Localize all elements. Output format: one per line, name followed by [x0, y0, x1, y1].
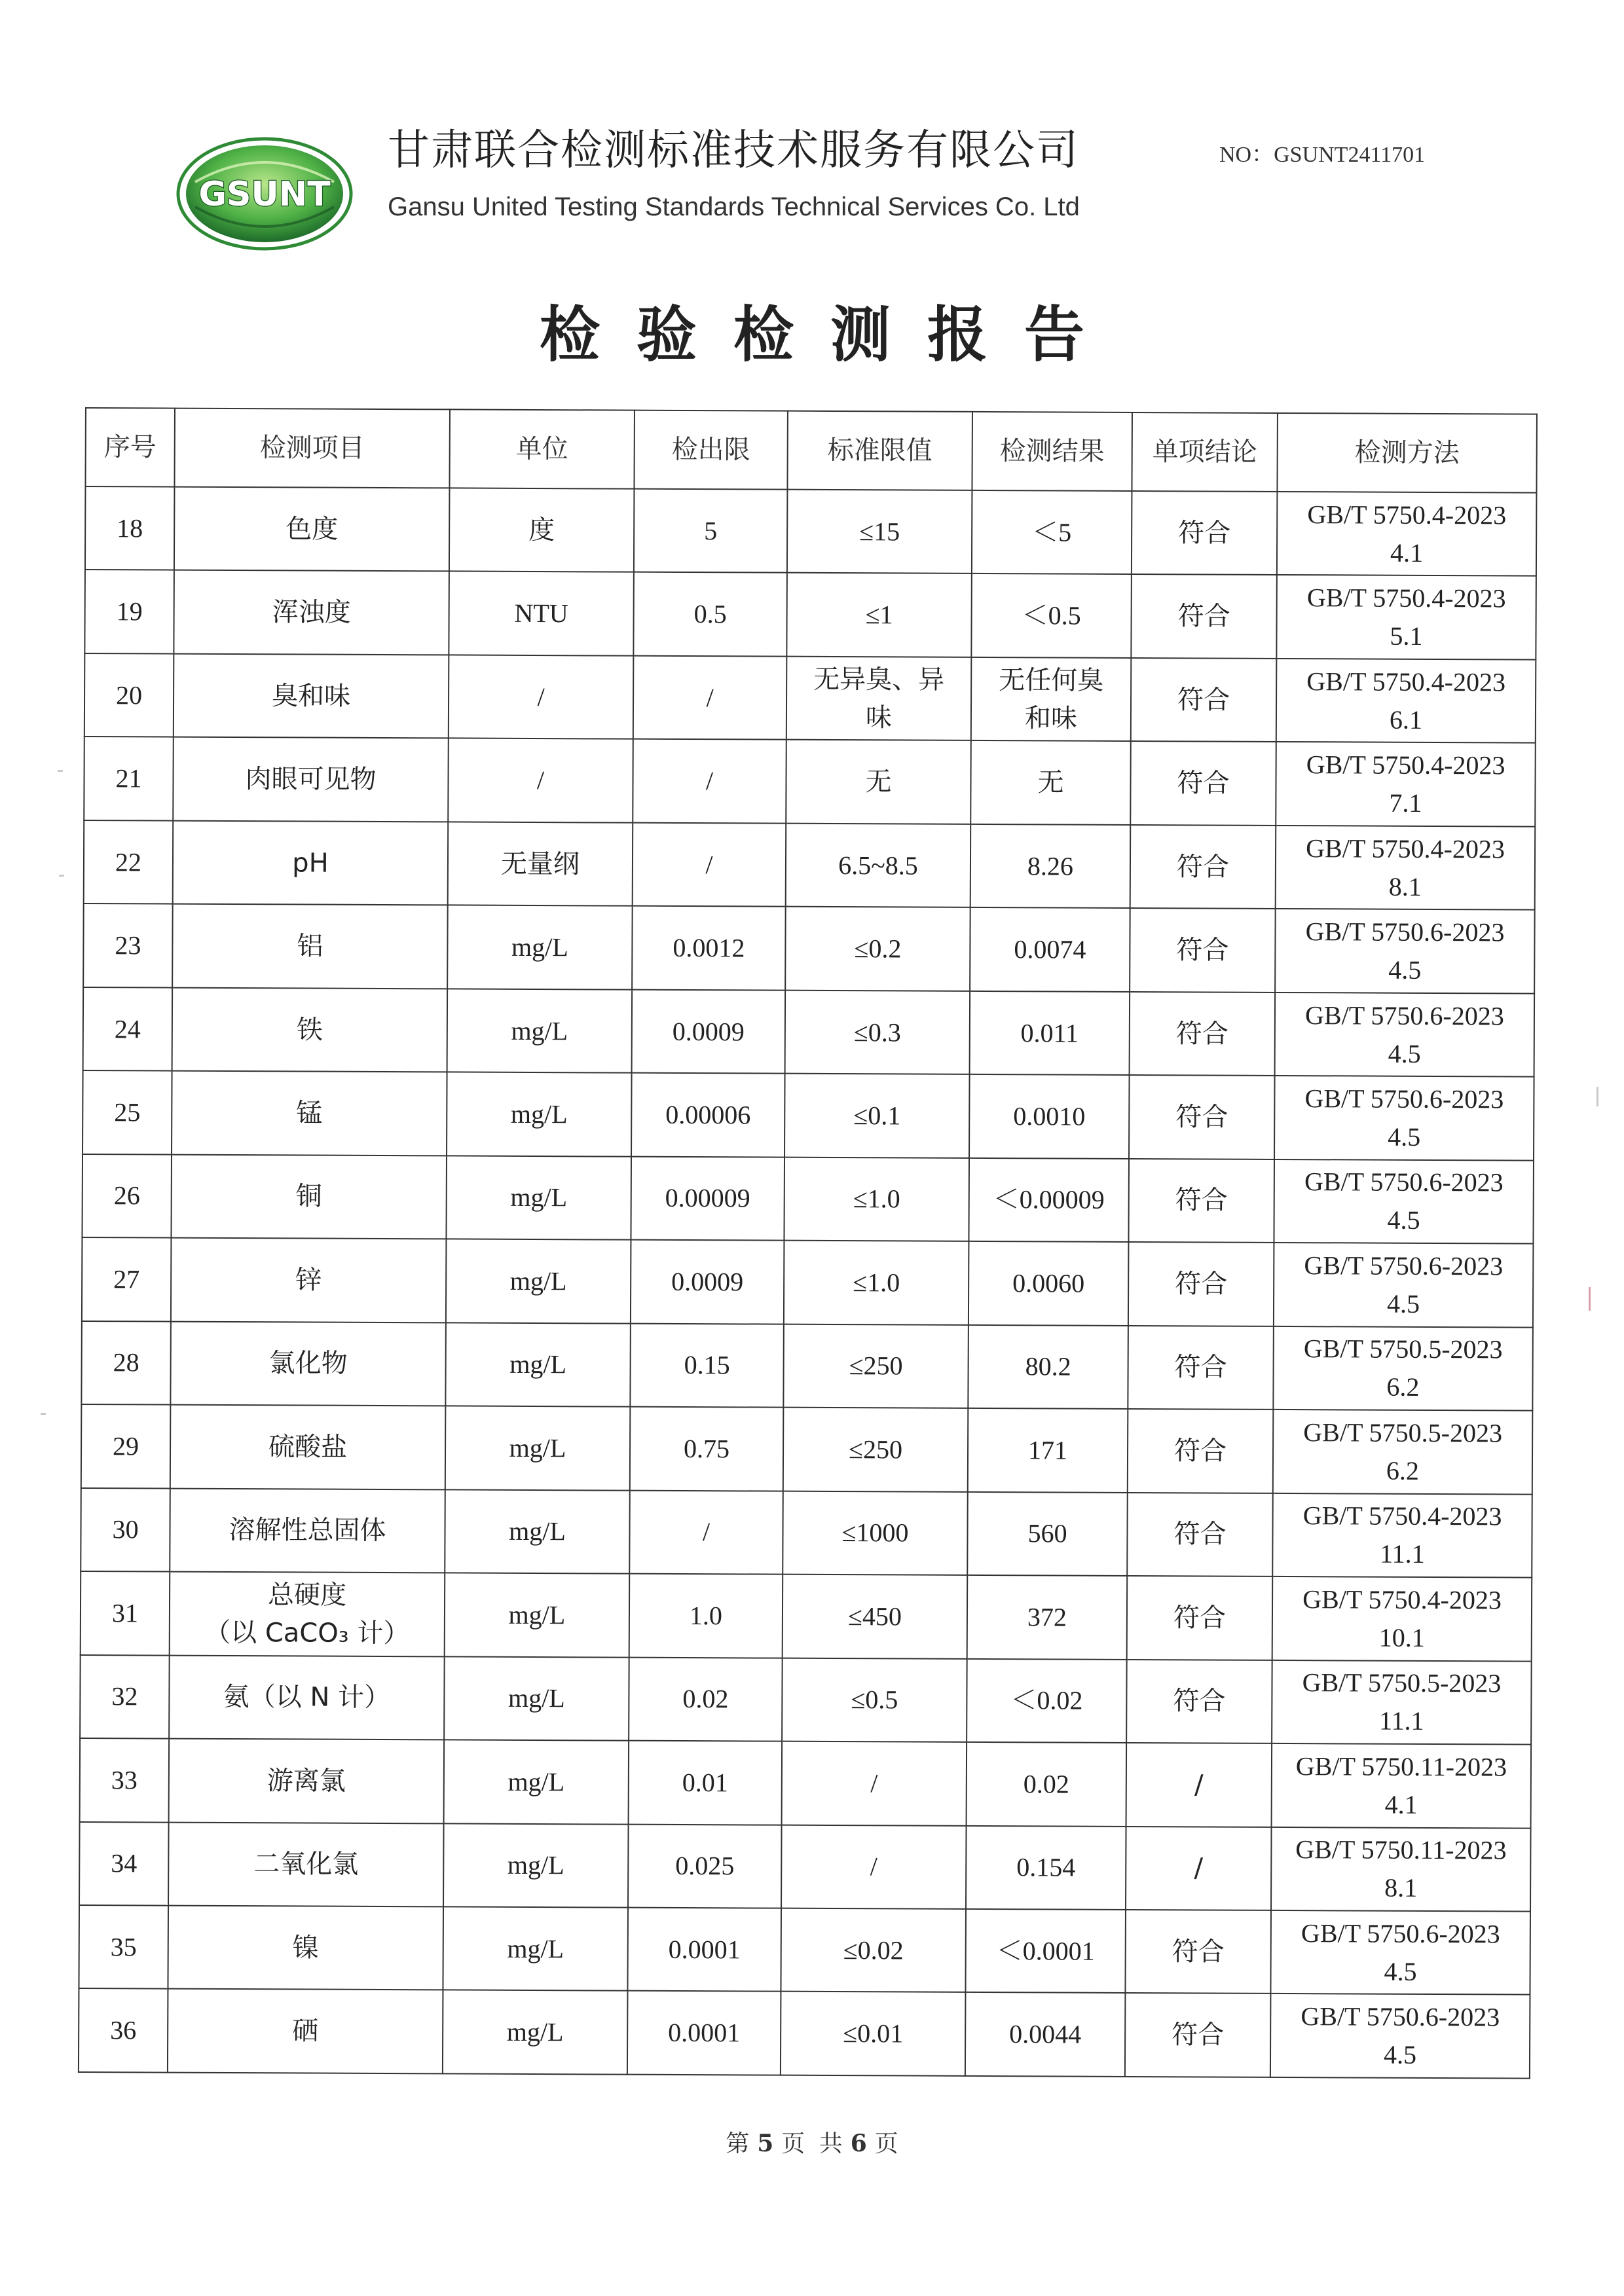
- row-conclusion: /: [1126, 1743, 1272, 1827]
- row-item: pH: [173, 820, 449, 905]
- company-logo: [175, 136, 354, 251]
- method-clause: 4.5: [1387, 1205, 1420, 1235]
- scan-mark: [1589, 1287, 1591, 1311]
- row-unit: mg/L: [446, 1156, 631, 1240]
- method-standard: GB/T 5750.5-2023: [1303, 1334, 1503, 1364]
- row-item: 硫酸盐: [170, 1405, 446, 1489]
- row-result: 0.0010: [969, 1074, 1130, 1159]
- logo-text: GSUNT: [198, 175, 331, 214]
- table-row: [84, 570, 1536, 659]
- company-name-en: Gansu United Testing Standards Technical Services Co. Ltd: [388, 192, 1080, 221]
- row-unit: NTU: [449, 572, 634, 656]
- table-row: [80, 1655, 1532, 1745]
- row-unit: mg/L: [445, 1406, 631, 1491]
- row-no: 19: [84, 570, 174, 653]
- table-row: [84, 653, 1536, 743]
- row-detection-limit: 0.15: [630, 1323, 784, 1407]
- row-unit: mg/L: [445, 1489, 630, 1574]
- row-standard-limit: /: [782, 1741, 967, 1826]
- row-conclusion: 符合: [1128, 1326, 1274, 1410]
- row-conclusion: 符合: [1128, 1159, 1274, 1243]
- row-method: [1272, 1660, 1532, 1744]
- row-detection-limit: 0.0009: [631, 1240, 784, 1324]
- row-method: [1270, 1910, 1530, 1995]
- table-row: [83, 903, 1535, 993]
- method-clause: 6.1: [1389, 704, 1423, 735]
- row-conclusion: 符合: [1132, 491, 1278, 575]
- test-results-table: [78, 407, 1538, 2079]
- row-method: [1271, 1827, 1531, 1911]
- row-result: ＜5: [972, 490, 1132, 575]
- row-item: 二氧化氯: [168, 1822, 444, 1906]
- row-result: 0.02: [967, 1742, 1127, 1827]
- row-standard-limit: 无: [786, 740, 971, 824]
- table-row: [83, 1070, 1534, 1160]
- table-row: [79, 1905, 1530, 1995]
- row-result: ＜0.00009: [969, 1158, 1129, 1243]
- row-result: ＜0.02: [967, 1658, 1127, 1743]
- row-detection-limit: 0.75: [630, 1407, 784, 1491]
- row-standard-limit: 无异臭、异味: [786, 657, 972, 741]
- company-name-cn: 甘肃联合检测标准技术服务有限公司: [388, 126, 1079, 175]
- row-unit: 度: [449, 488, 635, 572]
- row-unit: mg/L: [443, 1990, 628, 2075]
- row-conclusion: 符合: [1130, 992, 1276, 1076]
- scan-mark: [1596, 1087, 1598, 1106]
- row-detection-limit: 1.0: [629, 1574, 783, 1658]
- row-method: [1274, 1159, 1534, 1244]
- row-standard-limit: ≤1: [786, 573, 972, 657]
- method-standard: GB/T 5750.5-2023: [1302, 1667, 1502, 1698]
- header-standard-limit: 标准限值: [787, 411, 972, 490]
- row-standard-limit: ≤1.0: [784, 1157, 969, 1241]
- row-no: 34: [79, 1821, 169, 1905]
- item-name: 总硬度: [267, 1580, 347, 1611]
- method-standard: GB/T 5750.4-2023: [1306, 833, 1505, 864]
- row-no: 32: [80, 1655, 170, 1739]
- row-detection-limit: 0.00006: [631, 1073, 785, 1157]
- method-standard: GB/T 5750.4-2023: [1302, 1584, 1502, 1615]
- row-no: 20: [84, 653, 174, 737]
- table-row: [83, 987, 1535, 1077]
- header-no: 序号: [85, 408, 175, 487]
- row-item: 氨（以 N 计）: [169, 1655, 445, 1740]
- row-detection-limit: /: [633, 656, 787, 740]
- header-detection-limit: 检出限: [634, 410, 788, 490]
- row-conclusion: 符合: [1127, 1576, 1273, 1660]
- row-method: [1272, 1576, 1532, 1661]
- method-standard: GB/T 5750.4-2023: [1306, 750, 1505, 780]
- row-standard-limit: ≤0.5: [782, 1658, 967, 1742]
- row-no: 30: [81, 1488, 170, 1572]
- row-result: 无任何臭和味: [971, 657, 1132, 742]
- row-standard-limit: ≤0.2: [785, 907, 970, 991]
- row-standard-limit: ≤450: [783, 1575, 968, 1659]
- method-clause: 7.1: [1389, 788, 1422, 818]
- method-standard: GB/T 5750.5-2023: [1303, 1417, 1503, 1448]
- table-header-row: [85, 408, 1537, 493]
- row-result: ＜0.5: [971, 574, 1132, 658]
- row-conclusion: 符合: [1130, 825, 1276, 909]
- header-method: 检测方法: [1277, 413, 1537, 493]
- method-standard: GB/T 5750.6-2023: [1304, 1084, 1504, 1114]
- method-standard: GB/T 5750.4-2023: [1307, 499, 1507, 530]
- row-conclusion: 符合: [1130, 908, 1276, 992]
- method-clause: 11.1: [1380, 1539, 1425, 1569]
- row-no: 27: [82, 1237, 172, 1321]
- row-method: [1273, 1326, 1533, 1411]
- row-item: 铁: [172, 987, 448, 1072]
- row-unit: mg/L: [447, 905, 633, 990]
- method-clause: 4.5: [1388, 955, 1422, 985]
- row-standard-limit: 6.5~8.5: [786, 824, 971, 908]
- row-method: [1275, 993, 1535, 1077]
- method-standard: GB/T 5750.6-2023: [1305, 1000, 1504, 1031]
- method-clause: 4.5: [1388, 1038, 1421, 1068]
- row-method: [1277, 492, 1537, 576]
- row-detection-limit: 0.0001: [627, 1991, 781, 2075]
- row-unit: mg/L: [443, 1823, 629, 1908]
- row-result: 171: [968, 1408, 1128, 1493]
- row-unit: mg/L: [447, 989, 633, 1073]
- row-unit: mg/L: [443, 1906, 628, 1991]
- row-result: 80.2: [968, 1325, 1128, 1410]
- row-result: 372: [967, 1575, 1128, 1660]
- row-unit: mg/L: [447, 1072, 632, 1157]
- table-row: [81, 1404, 1533, 1494]
- row-detection-limit: 5: [634, 489, 788, 573]
- row-standard-limit: ≤0.01: [781, 1992, 966, 2076]
- page-mid: 页 共: [781, 2130, 843, 2157]
- row-result: ＜0.0001: [965, 1909, 1126, 1994]
- row-unit: mg/L: [445, 1573, 630, 1658]
- method-standard: GB/T 5750.4-2023: [1302, 1501, 1502, 1531]
- row-conclusion: 符合: [1128, 1409, 1274, 1493]
- method-standard: GB/T 5750.6-2023: [1305, 917, 1505, 947]
- page-footer: [0, 2125, 1624, 2159]
- row-standard-limit: ≤250: [783, 1408, 969, 1492]
- row-unit: mg/L: [444, 1740, 629, 1824]
- row-no: 24: [83, 987, 173, 1071]
- row-result: 560: [967, 1492, 1128, 1576]
- row-item: 硒: [168, 1989, 443, 2073]
- table-row: [81, 1488, 1532, 1578]
- method-clause: 10.1: [1378, 1622, 1425, 1652]
- row-detection-limit: 0.5: [633, 572, 787, 656]
- method-clause: 4.1: [1390, 538, 1424, 568]
- row-method: [1274, 1243, 1534, 1327]
- row-standard-limit: /: [781, 1825, 967, 1909]
- page-total: 6: [850, 2130, 867, 2157]
- scan-mark: [59, 875, 64, 877]
- row-standard-limit: ≤15: [787, 490, 972, 574]
- row-result: 0.154: [966, 1825, 1126, 1910]
- row-item: 浑浊度: [174, 570, 449, 655]
- table-row: [85, 486, 1537, 576]
- row-standard-limit: ≤0.3: [785, 990, 970, 1074]
- row-item: 铜: [171, 1154, 447, 1239]
- row-unit: /: [449, 655, 634, 739]
- row-item: 色度: [174, 487, 450, 572]
- row-detection-limit: 0.0009: [632, 989, 786, 1073]
- method-clause: 4.5: [1383, 2039, 1417, 2070]
- row-no: 21: [84, 737, 174, 820]
- row-unit: mg/L: [446, 1239, 631, 1324]
- row-standard-limit: ≤1.0: [784, 1241, 969, 1325]
- row-method: [1276, 826, 1536, 910]
- row-standard-limit: ≤1000: [783, 1491, 968, 1575]
- header-unit: 单位: [449, 409, 635, 488]
- table-row: [82, 1154, 1534, 1244]
- table-row: [84, 737, 1536, 826]
- row-no: 29: [81, 1404, 171, 1488]
- method-clause: 8.1: [1384, 1872, 1418, 1903]
- row-method: [1274, 1076, 1534, 1160]
- row-result: 无: [970, 740, 1131, 825]
- row-unit: /: [448, 738, 633, 823]
- row-no: 28: [81, 1321, 171, 1405]
- row-item: 肉眼可见物: [173, 737, 449, 822]
- row-item: 锰: [172, 1071, 447, 1156]
- method-standard: GB/T 5750.6-2023: [1304, 1250, 1504, 1281]
- method-standard: GB/T 5750.4-2023: [1306, 666, 1506, 697]
- row-detection-limit: 0.01: [629, 1741, 783, 1825]
- row-conclusion: 符合: [1126, 1660, 1272, 1743]
- row-conclusion: 符合: [1131, 574, 1277, 658]
- method-standard: GB/T 5750.11-2023: [1295, 1751, 1507, 1782]
- method-standard: GB/T 5750.11-2023: [1295, 1834, 1507, 1865]
- row-method: [1276, 742, 1536, 826]
- row-item: 镍: [168, 1906, 443, 1990]
- row-result: 0.0044: [965, 1992, 1126, 2077]
- page-current: 5: [757, 2130, 774, 2157]
- row-item: 氯化物: [170, 1321, 446, 1406]
- row-result: 8.26: [970, 824, 1131, 909]
- row-detection-limit: 0.00009: [631, 1156, 784, 1240]
- row-unit: mg/L: [444, 1656, 629, 1741]
- row-no: 25: [83, 1070, 172, 1154]
- row-method: [1273, 1410, 1533, 1494]
- row-conclusion: 符合: [1127, 1493, 1273, 1576]
- table-row: [81, 1321, 1533, 1411]
- row-conclusion: 符合: [1130, 741, 1276, 825]
- row-item: 铝: [172, 904, 448, 989]
- table-row: [82, 1237, 1534, 1327]
- row-no: 33: [80, 1738, 170, 1822]
- row-detection-limit: 0.0012: [632, 906, 786, 990]
- method-clause: 4.1: [1384, 1789, 1418, 1819]
- method-standard: GB/T 5750.6-2023: [1301, 1918, 1500, 1949]
- row-detection-limit: 0.02: [629, 1657, 783, 1741]
- row-item: 臭和味: [174, 654, 449, 738]
- method-clause: 4.5: [1386, 1288, 1420, 1319]
- row-detection-limit: /: [629, 1490, 783, 1574]
- row-method: [1275, 909, 1535, 993]
- row-conclusion: 符合: [1125, 1910, 1271, 1994]
- row-conclusion: 符合: [1125, 1993, 1271, 2077]
- row-detection-limit: 0.0001: [627, 1908, 781, 1992]
- row-unit: 无量纲: [448, 822, 633, 906]
- report-number: NO：GSUNT2411701: [1219, 143, 1426, 167]
- method-clause: 11.1: [1378, 1705, 1424, 1736]
- row-detection-limit: /: [633, 739, 786, 823]
- table-row: [79, 1821, 1531, 1911]
- row-conclusion: /: [1126, 1826, 1272, 1910]
- row-no: 35: [79, 1905, 168, 1989]
- row-conclusion: 符合: [1128, 1242, 1274, 1326]
- row-detection-limit: /: [633, 823, 786, 907]
- row-no: 18: [85, 486, 175, 570]
- row-method: [1272, 1493, 1532, 1578]
- row-result: 0.0074: [970, 907, 1130, 992]
- method-clause: 5.1: [1390, 621, 1423, 651]
- row-item: [170, 1572, 445, 1656]
- row-result: 0.0060: [969, 1241, 1129, 1326]
- scan-mark: [41, 1413, 46, 1415]
- row-conclusion: 符合: [1131, 658, 1277, 742]
- row-unit: mg/L: [445, 1322, 631, 1407]
- method-clause: 4.5: [1384, 1956, 1417, 1986]
- row-standard-limit: ≤250: [783, 1324, 969, 1408]
- method-standard: GB/T 5750.4-2023: [1306, 583, 1506, 613]
- row-detection-limit: 0.025: [628, 1824, 782, 1908]
- row-standard-limit: ≤0.02: [781, 1908, 966, 1993]
- method-clause: 8.1: [1388, 871, 1422, 902]
- row-conclusion: 符合: [1129, 1075, 1275, 1159]
- row-method: [1270, 1994, 1530, 2078]
- method-clause: 6.2: [1386, 1455, 1420, 1485]
- scan-mark: [58, 770, 63, 772]
- row-no: 36: [79, 1988, 168, 2072]
- header-item: 检测项目: [174, 409, 450, 488]
- row-no: 31: [81, 1571, 170, 1655]
- method-standard: GB/T 5750.6-2023: [1304, 1167, 1504, 1197]
- header-result: 检测结果: [972, 412, 1132, 491]
- row-item: 溶解性总固体: [170, 1488, 445, 1573]
- row-no: 23: [83, 903, 173, 987]
- table-row: [80, 1738, 1532, 1828]
- method-clause: 6.2: [1386, 1372, 1420, 1402]
- method-standard: GB/T 5750.6-2023: [1301, 2001, 1500, 2032]
- item-note: （以 CaCO₃ 计）: [204, 1617, 410, 1649]
- row-item: 锌: [171, 1238, 447, 1322]
- method-clause: 4.5: [1388, 1121, 1421, 1152]
- row-method: [1276, 575, 1536, 659]
- table-row: [79, 1988, 1530, 2078]
- page-suffix: 页: [874, 2130, 898, 2157]
- row-result: 0.011: [970, 991, 1130, 1076]
- header-conclusion: 单项结论: [1132, 412, 1278, 492]
- report-title: 检验检测报告: [539, 300, 1121, 370]
- row-method: [1272, 1743, 1532, 1828]
- row-method: [1276, 659, 1536, 743]
- row-standard-limit: ≤0.1: [784, 1074, 970, 1158]
- table-row: [81, 1571, 1532, 1661]
- page-prefix: 第: [726, 2130, 750, 2157]
- table-row: [84, 820, 1536, 910]
- row-no: 22: [84, 820, 174, 904]
- row-item: 游离氯: [169, 1739, 445, 1823]
- row-no: 26: [82, 1154, 172, 1238]
